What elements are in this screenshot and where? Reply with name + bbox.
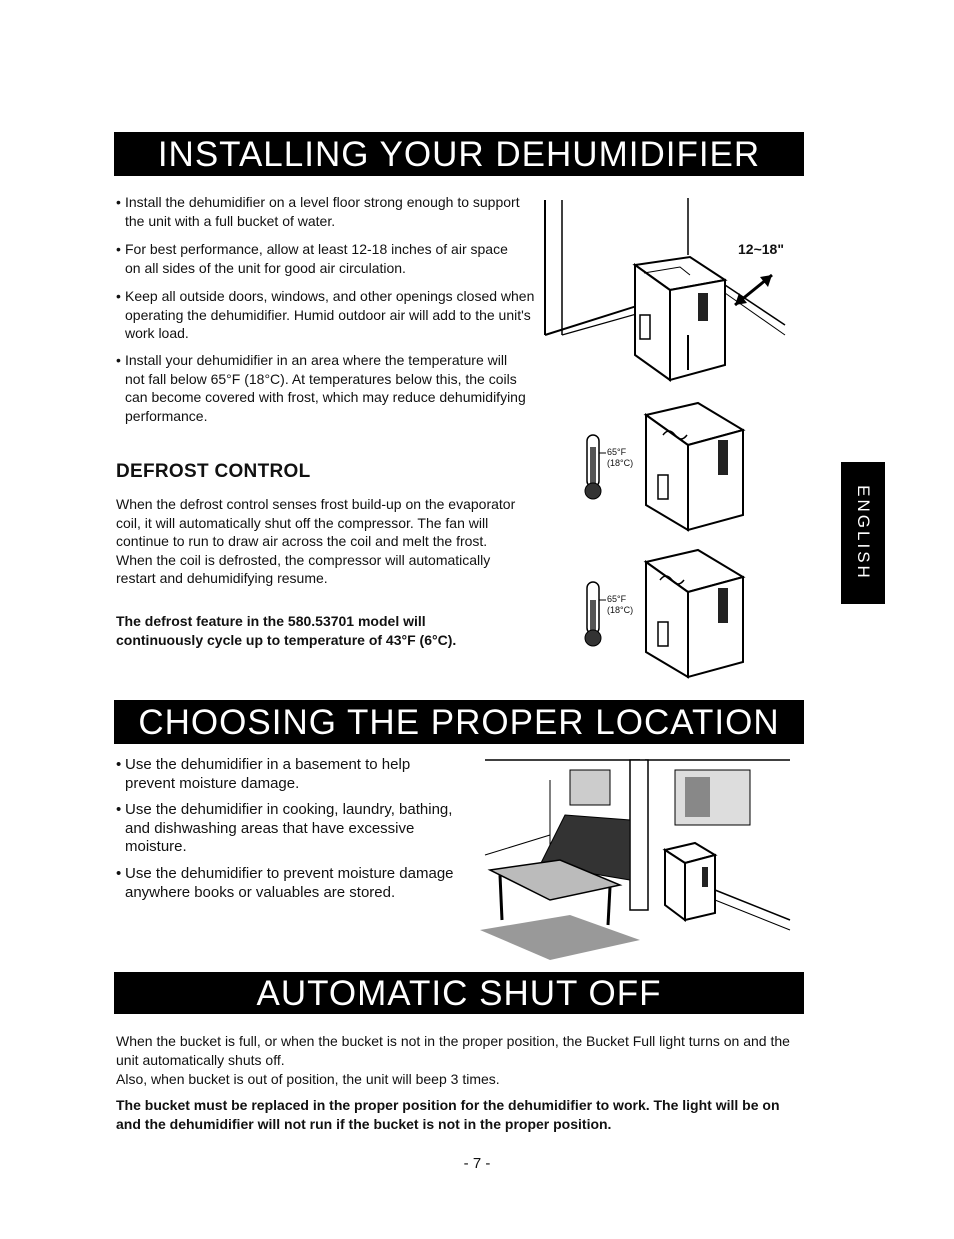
installing-bullet-2: • For best performance, allow at least 12-18 inches of air space on all sides of the unit for good air circulation. <box>116 240 510 277</box>
defrost-note: The defrost feature in the 580.53701 model will continuously cycle up to temperature of 43°F (6°C). <box>116 613 457 648</box>
thermo-2-f: 65°F <box>607 594 627 604</box>
page-number: - 7 - <box>463 1155 491 1172</box>
thermo-2-c: (18°C) <box>607 605 634 615</box>
defrost-illustration-2 <box>578 540 753 685</box>
shutoff-body-1: When the bucket is full, or when the bucket is not in the proper position, the Bucket Full light turns on and the unit automatically shuts off. <box>116 1033 790 1068</box>
defrost-illustration-1 <box>578 395 753 535</box>
installing-title-banner: INSTALLING YOUR DEHUMIDIFIER <box>114 132 804 176</box>
location-bullet-3: • Use the dehumidifier to prevent moisture damage anywhere books or valuables are stored. <box>116 865 455 902</box>
shutoff-body-2: Also, when bucket is out of position, the unit will beep 3 times. <box>116 1071 500 1087</box>
language-side-tab <box>841 462 885 604</box>
clearance-illustration <box>540 195 790 385</box>
location-bullet-2: • Use the dehumidifier in cooking, laundry, bathing, and dishwashing areas that have excessive moisture. <box>116 801 455 857</box>
defrost-body: When the defrost control senses frost build-up on the evaporator coil, it will automatically shut off the compressor. The fan will continue to run to draw air across the coil and melt the frost. When the coil is defrosted, the compressor will automatically restart and dehumidifying resume. <box>116 496 516 586</box>
thermo-1-c: (18°C) <box>607 458 634 468</box>
location-title-banner: CHOOSING THE PROPER LOCATION <box>114 700 804 744</box>
installing-bullet-4: • Install your dehumidifier in an area where the temperature will not fall below 65°F (18°C). At temperatures below this, the coils can become covered with frost, which may reduce dehumidifying performance. <box>116 351 530 425</box>
installing-bullet-3: • Keep all outside doors, windows, and other openings closed when operating the dehumidifier. Humid outdoor air will add to the unit's work load. <box>116 287 537 343</box>
defrost-heading: DEFROST CONTROL <box>116 461 311 482</box>
location-bullet-1: • Use the dehumidifier in a basement to help prevent moisture damage. <box>116 756 455 793</box>
installing-bullet-1: • Install the dehumidifier on a level floor strong enough to support the unit with a full bucket of water. <box>116 193 520 230</box>
language-side-tab-label: ENGLISH <box>854 485 873 581</box>
shutoff-note: The bucket must be replaced in the proper position for the dehumidifier to work. The light will be on and the dehumidifier will not run if the bucket is not in the proper position. <box>116 1097 780 1132</box>
thermo-1-f: 65°F <box>607 447 627 457</box>
room-illustration <box>480 755 800 960</box>
shutoff-title-banner: AUTOMATIC SHUT OFF <box>114 972 804 1014</box>
clearance-label: 12~18" <box>738 241 784 257</box>
